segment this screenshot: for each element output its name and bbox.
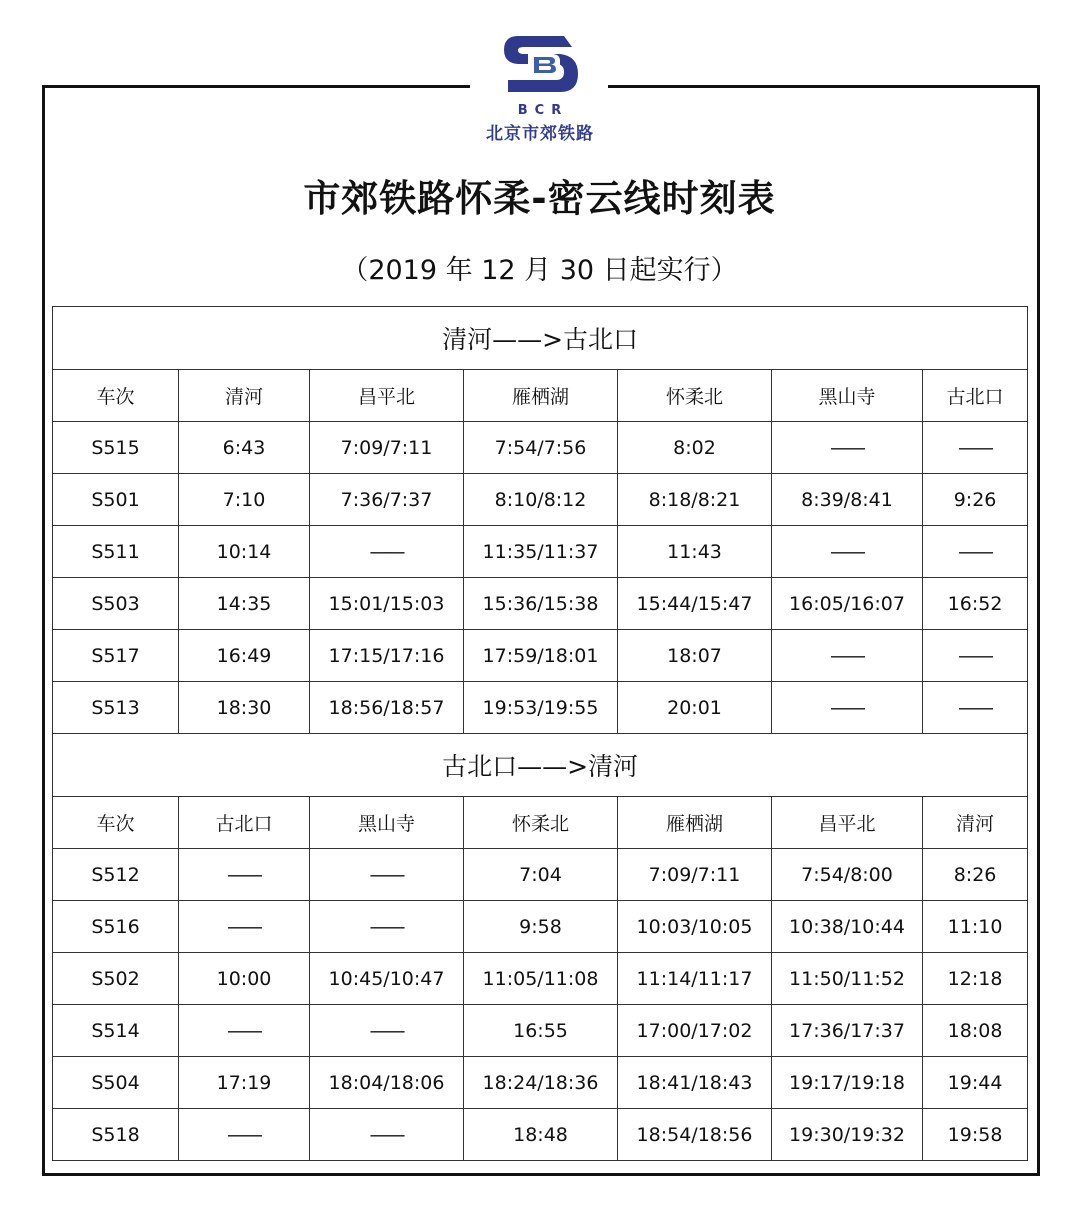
train-number-cell: S502 bbox=[53, 953, 179, 1005]
table-row bbox=[53, 526, 1028, 578]
table-row bbox=[53, 474, 1028, 526]
time-cell: 18:48 bbox=[464, 1109, 618, 1161]
time-cell: 18:04/18:06 bbox=[310, 1057, 464, 1109]
time-cell: —— bbox=[179, 1109, 310, 1161]
time-cell: —— bbox=[310, 1005, 464, 1057]
time-cell: 11:14/11:17 bbox=[618, 953, 772, 1005]
time-cell: 19:53/19:55 bbox=[464, 682, 618, 734]
column-header: 古北口 bbox=[179, 797, 310, 849]
train-number-cell: S512 bbox=[53, 849, 179, 901]
train-number-cell: S518 bbox=[53, 1109, 179, 1161]
table-row bbox=[53, 901, 1028, 953]
time-cell: 19:30/19:32 bbox=[772, 1109, 923, 1161]
column-header: 古北口 bbox=[923, 370, 1028, 422]
time-cell: 19:58 bbox=[923, 1109, 1028, 1161]
column-header: 黑山寺 bbox=[772, 370, 923, 422]
time-cell: —— bbox=[772, 682, 923, 734]
page-title: 市郊铁路怀柔-密云线时刻表 bbox=[303, 177, 776, 220]
column-header: 怀柔北 bbox=[618, 370, 772, 422]
time-cell: 7:10 bbox=[179, 474, 310, 526]
column-header: 雁栖湖 bbox=[464, 370, 618, 422]
time-cell: 7:36/7:37 bbox=[310, 474, 464, 526]
time-cell: 10:03/10:05 bbox=[618, 901, 772, 953]
time-cell: 16:05/16:07 bbox=[772, 578, 923, 630]
table-row bbox=[53, 1057, 1028, 1109]
time-cell: 7:04 bbox=[464, 849, 618, 901]
column-header: 清河 bbox=[923, 797, 1028, 849]
train-number-cell: S513 bbox=[53, 682, 179, 734]
table-row bbox=[53, 1005, 1028, 1057]
column-header: 怀柔北 bbox=[464, 797, 618, 849]
time-cell: 11:05/11:08 bbox=[464, 953, 618, 1005]
time-cell: 16:49 bbox=[179, 630, 310, 682]
bcr-emblem-icon bbox=[498, 30, 582, 100]
time-cell: 17:19 bbox=[179, 1057, 310, 1109]
logo-abbreviation: BCR bbox=[517, 103, 569, 118]
table-row bbox=[53, 682, 1028, 734]
time-cell: 8:26 bbox=[923, 849, 1028, 901]
time-cell: 7:54/8:00 bbox=[772, 849, 923, 901]
time-cell: 18:07 bbox=[618, 630, 772, 682]
time-cell: 15:01/15:03 bbox=[310, 578, 464, 630]
time-cell: 9:58 bbox=[464, 901, 618, 953]
time-cell: —— bbox=[310, 849, 464, 901]
train-number-cell: S511 bbox=[53, 526, 179, 578]
table-row bbox=[53, 578, 1028, 630]
time-cell: —— bbox=[772, 630, 923, 682]
time-cell: 15:44/15:47 bbox=[618, 578, 772, 630]
time-cell: 8:02 bbox=[618, 422, 772, 474]
time-cell: 8:10/8:12 bbox=[464, 474, 618, 526]
time-cell: —— bbox=[923, 682, 1028, 734]
time-cell: 14:35 bbox=[179, 578, 310, 630]
time-cell: 18:08 bbox=[923, 1005, 1028, 1057]
time-cell: 10:00 bbox=[179, 953, 310, 1005]
outbound-section-heading-row bbox=[53, 307, 1028, 370]
time-cell: 10:14 bbox=[179, 526, 310, 578]
time-cell: —— bbox=[179, 901, 310, 953]
time-cell: 15:36/15:38 bbox=[464, 578, 618, 630]
time-cell: 11:43 bbox=[618, 526, 772, 578]
train-number-cell: S503 bbox=[53, 578, 179, 630]
time-cell: 18:24/18:36 bbox=[464, 1057, 618, 1109]
column-header: 车次 bbox=[53, 797, 179, 849]
logo-name: 北京市郊铁路 bbox=[486, 124, 594, 144]
time-cell: 18:56/18:57 bbox=[310, 682, 464, 734]
time-cell: 18:30 bbox=[179, 682, 310, 734]
time-cell: 7:09/7:11 bbox=[618, 849, 772, 901]
time-cell: —— bbox=[923, 422, 1028, 474]
table-row bbox=[53, 849, 1028, 901]
time-cell: 10:38/10:44 bbox=[772, 901, 923, 953]
time-cell: 8:18/8:21 bbox=[618, 474, 772, 526]
train-number-cell: S517 bbox=[53, 630, 179, 682]
column-header: 雁栖湖 bbox=[618, 797, 772, 849]
time-cell: 7:54/7:56 bbox=[464, 422, 618, 474]
time-cell: —— bbox=[179, 1005, 310, 1057]
time-cell: —— bbox=[310, 526, 464, 578]
bcr-logo bbox=[478, 30, 602, 152]
time-cell: 19:17/19:18 bbox=[772, 1057, 923, 1109]
outbound-section-heading: 清河——>古北口 bbox=[53, 307, 1028, 370]
time-cell: 9:26 bbox=[923, 474, 1028, 526]
train-number-cell: S504 bbox=[53, 1057, 179, 1109]
time-cell: —— bbox=[310, 901, 464, 953]
inbound-section-heading: 古北口——>清河 bbox=[53, 734, 1028, 797]
time-cell: 7:09/7:11 bbox=[310, 422, 464, 474]
table-row bbox=[53, 1109, 1028, 1161]
time-cell: 17:59/18:01 bbox=[464, 630, 618, 682]
time-cell: 6:43 bbox=[179, 422, 310, 474]
column-header: 黑山寺 bbox=[310, 797, 464, 849]
time-cell: —— bbox=[923, 526, 1028, 578]
time-cell: 16:55 bbox=[464, 1005, 618, 1057]
column-header: 昌平北 bbox=[772, 797, 923, 849]
time-cell: 19:44 bbox=[923, 1057, 1028, 1109]
time-cell: —— bbox=[923, 630, 1028, 682]
time-cell: 17:15/17:16 bbox=[310, 630, 464, 682]
time-cell: 10:45/10:47 bbox=[310, 953, 464, 1005]
time-cell: 17:00/17:02 bbox=[618, 1005, 772, 1057]
time-cell: 12:18 bbox=[923, 953, 1028, 1005]
time-cell: —— bbox=[772, 422, 923, 474]
inbound-section-heading-row bbox=[53, 734, 1028, 797]
outbound-column-header-row bbox=[53, 370, 1028, 422]
time-cell: 20:01 bbox=[618, 682, 772, 734]
page-subtitle: （2019 年 12 月 30 日起实行） bbox=[341, 255, 738, 286]
time-cell: 18:54/18:56 bbox=[618, 1109, 772, 1161]
inbound-column-header-row bbox=[53, 797, 1028, 849]
time-cell: 11:10 bbox=[923, 901, 1028, 953]
time-cell: 8:39/8:41 bbox=[772, 474, 923, 526]
table-row bbox=[53, 422, 1028, 474]
train-number-cell: S501 bbox=[53, 474, 179, 526]
train-number-cell: S516 bbox=[53, 901, 179, 953]
time-cell: 17:36/17:37 bbox=[772, 1005, 923, 1057]
time-cell: 11:50/11:52 bbox=[772, 953, 923, 1005]
table-row bbox=[53, 953, 1028, 1005]
time-cell: —— bbox=[179, 849, 310, 901]
time-cell: 16:52 bbox=[923, 578, 1028, 630]
time-cell: 18:41/18:43 bbox=[618, 1057, 772, 1109]
column-header: 清河 bbox=[179, 370, 310, 422]
train-number-cell: S514 bbox=[53, 1005, 179, 1057]
table-row bbox=[53, 630, 1028, 682]
time-cell: 11:35/11:37 bbox=[464, 526, 618, 578]
column-header: 昌平北 bbox=[310, 370, 464, 422]
train-number-cell: S515 bbox=[53, 422, 179, 474]
time-cell: —— bbox=[310, 1109, 464, 1161]
time-cell: —— bbox=[772, 526, 923, 578]
timetable bbox=[52, 306, 1028, 1161]
column-header: 车次 bbox=[53, 370, 179, 422]
